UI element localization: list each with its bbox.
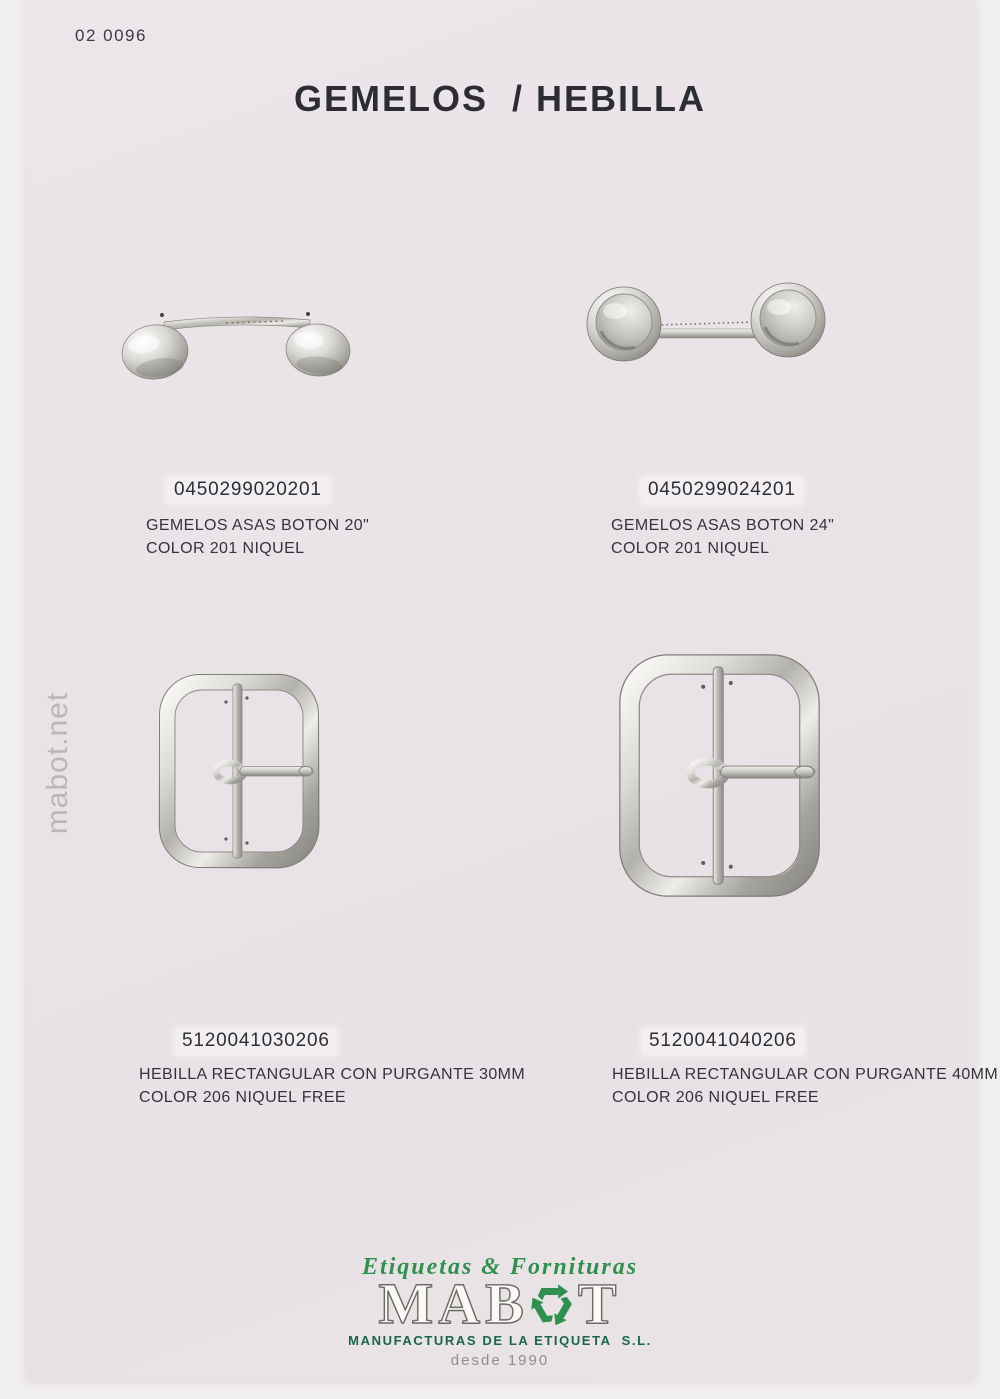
footer-since: desde 1990: [450, 1352, 550, 1369]
product-photo-hebilla-40mm: [618, 653, 821, 903]
product-description: [612, 1063, 998, 1109]
product-color-line: COLOR 201 NIQUEL: [611, 540, 770, 557]
product-code: 5120041030206: [176, 1029, 336, 1054]
product-code: 5120041040206: [643, 1029, 803, 1054]
footer-logo-block: [0, 1254, 1000, 1369]
rectangular-buckle-30mm-image: [158, 673, 320, 869]
recycle-icon-svg: [529, 1280, 575, 1326]
product-photo-gemelos-20: [118, 308, 354, 389]
rectangular-buckle-40mm-image: [618, 653, 821, 898]
product-color-line: COLOR 206 NIQUEL FREE: [612, 1089, 819, 1106]
product-photo-gemelos-24: [585, 278, 827, 377]
page-reference-number: 02 0096: [75, 26, 147, 45]
product-name-line: HEBILLA RECTANGULAR CON PURGANTE 40MM: [612, 1066, 999, 1083]
recycle-icon: [529, 1280, 575, 1326]
watermark-mabot-net: mabot.net: [41, 691, 74, 835]
product-photo-hebilla-30mm: [158, 673, 320, 874]
product-name-line: HEBILLA RECTANGULAR CON PURGANTE 30MM: [139, 1066, 526, 1083]
page-title: GEMELOS / HEBILLA: [293, 78, 706, 119]
product-description: [611, 514, 834, 560]
product-color-line: COLOR 201 NIQUEL: [146, 540, 305, 557]
product-code: 0450299024201: [642, 478, 802, 503]
cufflink-cup-buttons-image: [585, 278, 827, 372]
mabot-wordmark: [378, 1271, 622, 1336]
product-name-line: GEMELOS ASAS BOTON 24": [611, 517, 835, 534]
wordmark-mab: MAB: [378, 1271, 529, 1336]
product-code: 0450299020201: [168, 478, 328, 503]
footer-tagline: Etiquetas & Fornituras: [361, 1254, 639, 1280]
product-description: [146, 514, 369, 560]
product-description: [139, 1063, 525, 1109]
product-color-line: COLOR 206 NIQUEL FREE: [139, 1089, 346, 1106]
cufflink-dome-buttons-image: [118, 308, 354, 384]
product-name-line: GEMELOS ASAS BOTON 20": [146, 517, 370, 534]
wordmark-t: T: [577, 1271, 622, 1336]
footer-subtitle: MANUFACTURAS DE LA ETIQUETA S.L.: [348, 1333, 652, 1348]
